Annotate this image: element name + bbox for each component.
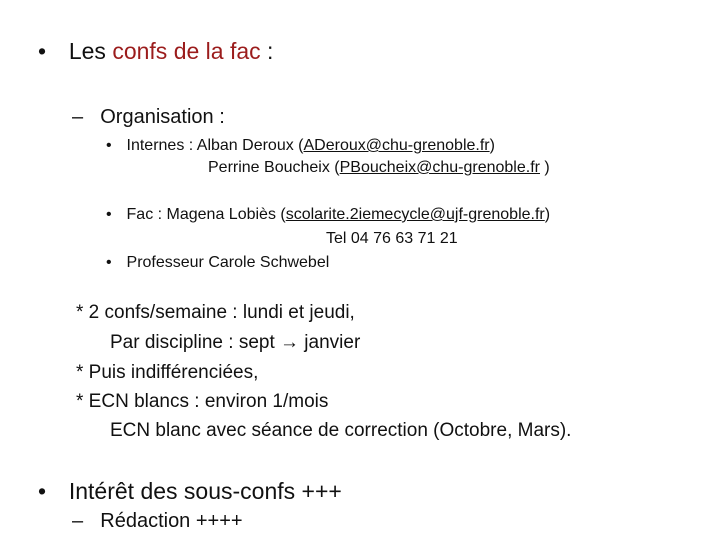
professeur-line (106, 254, 329, 272)
internes-close: ) (489, 137, 495, 154)
organisation-label: Organisation : (100, 106, 225, 128)
email-link-scolarite[interactable]: scolarite.2iemecycle@ujf-grenoble.fr (285, 206, 545, 223)
heading-prefix: Les (68, 38, 113, 64)
heading2-text: Intérêt des sous-confs +++ (68, 478, 342, 504)
fac-prefix: Fac : Magena Lobiès ( (126, 206, 286, 223)
email-link-pboucheix[interactable]: PBoucheix@chu-grenoble.fr (339, 159, 540, 176)
heading-suffix: : (260, 38, 274, 64)
heading-les-confs (38, 38, 273, 65)
dash: – (72, 510, 84, 532)
redaction-text: Rédaction ++++ (100, 510, 243, 532)
heading-highlight: confs de la fac (112, 38, 261, 64)
fac-close: ) (544, 206, 551, 223)
bullet: • (38, 478, 47, 504)
schedule-line-2: Par discipline : sept → janvier (110, 332, 361, 353)
internes-line2-close: ) (539, 159, 550, 176)
schedule-line-1: * 2 confs/semaine : lundi et jeudi, (76, 302, 355, 323)
bullet: • (106, 137, 112, 154)
internes-line (106, 137, 495, 155)
bullet: • (106, 254, 112, 271)
internes-line-2 (208, 159, 550, 177)
schedule-line-5: ECN blanc avec séance de correction (Octobre, Mars). (110, 420, 572, 441)
fac-tel: Tel 04 76 63 71 21 (326, 230, 458, 247)
redaction-line (72, 510, 243, 533)
dash: – (72, 106, 84, 128)
bullet: • (106, 206, 112, 223)
heading-interet (38, 478, 342, 505)
internes-line2-prefix: Perrine Boucheix ( (208, 159, 340, 176)
organisation-line (72, 106, 225, 129)
bullet: • (38, 38, 47, 64)
internes-prefix: Internes : Alban Deroux ( (126, 137, 304, 154)
schedule-line-4: * ECN blancs : environ 1/mois (76, 391, 329, 412)
email-link-aderoux[interactable]: ADeroux@chu-grenoble.fr (303, 137, 490, 154)
schedule-line-3: * Puis indifférenciées, (76, 362, 259, 383)
professeur-text: Professeur Carole Schwebel (126, 254, 330, 271)
fac-line (106, 206, 550, 224)
